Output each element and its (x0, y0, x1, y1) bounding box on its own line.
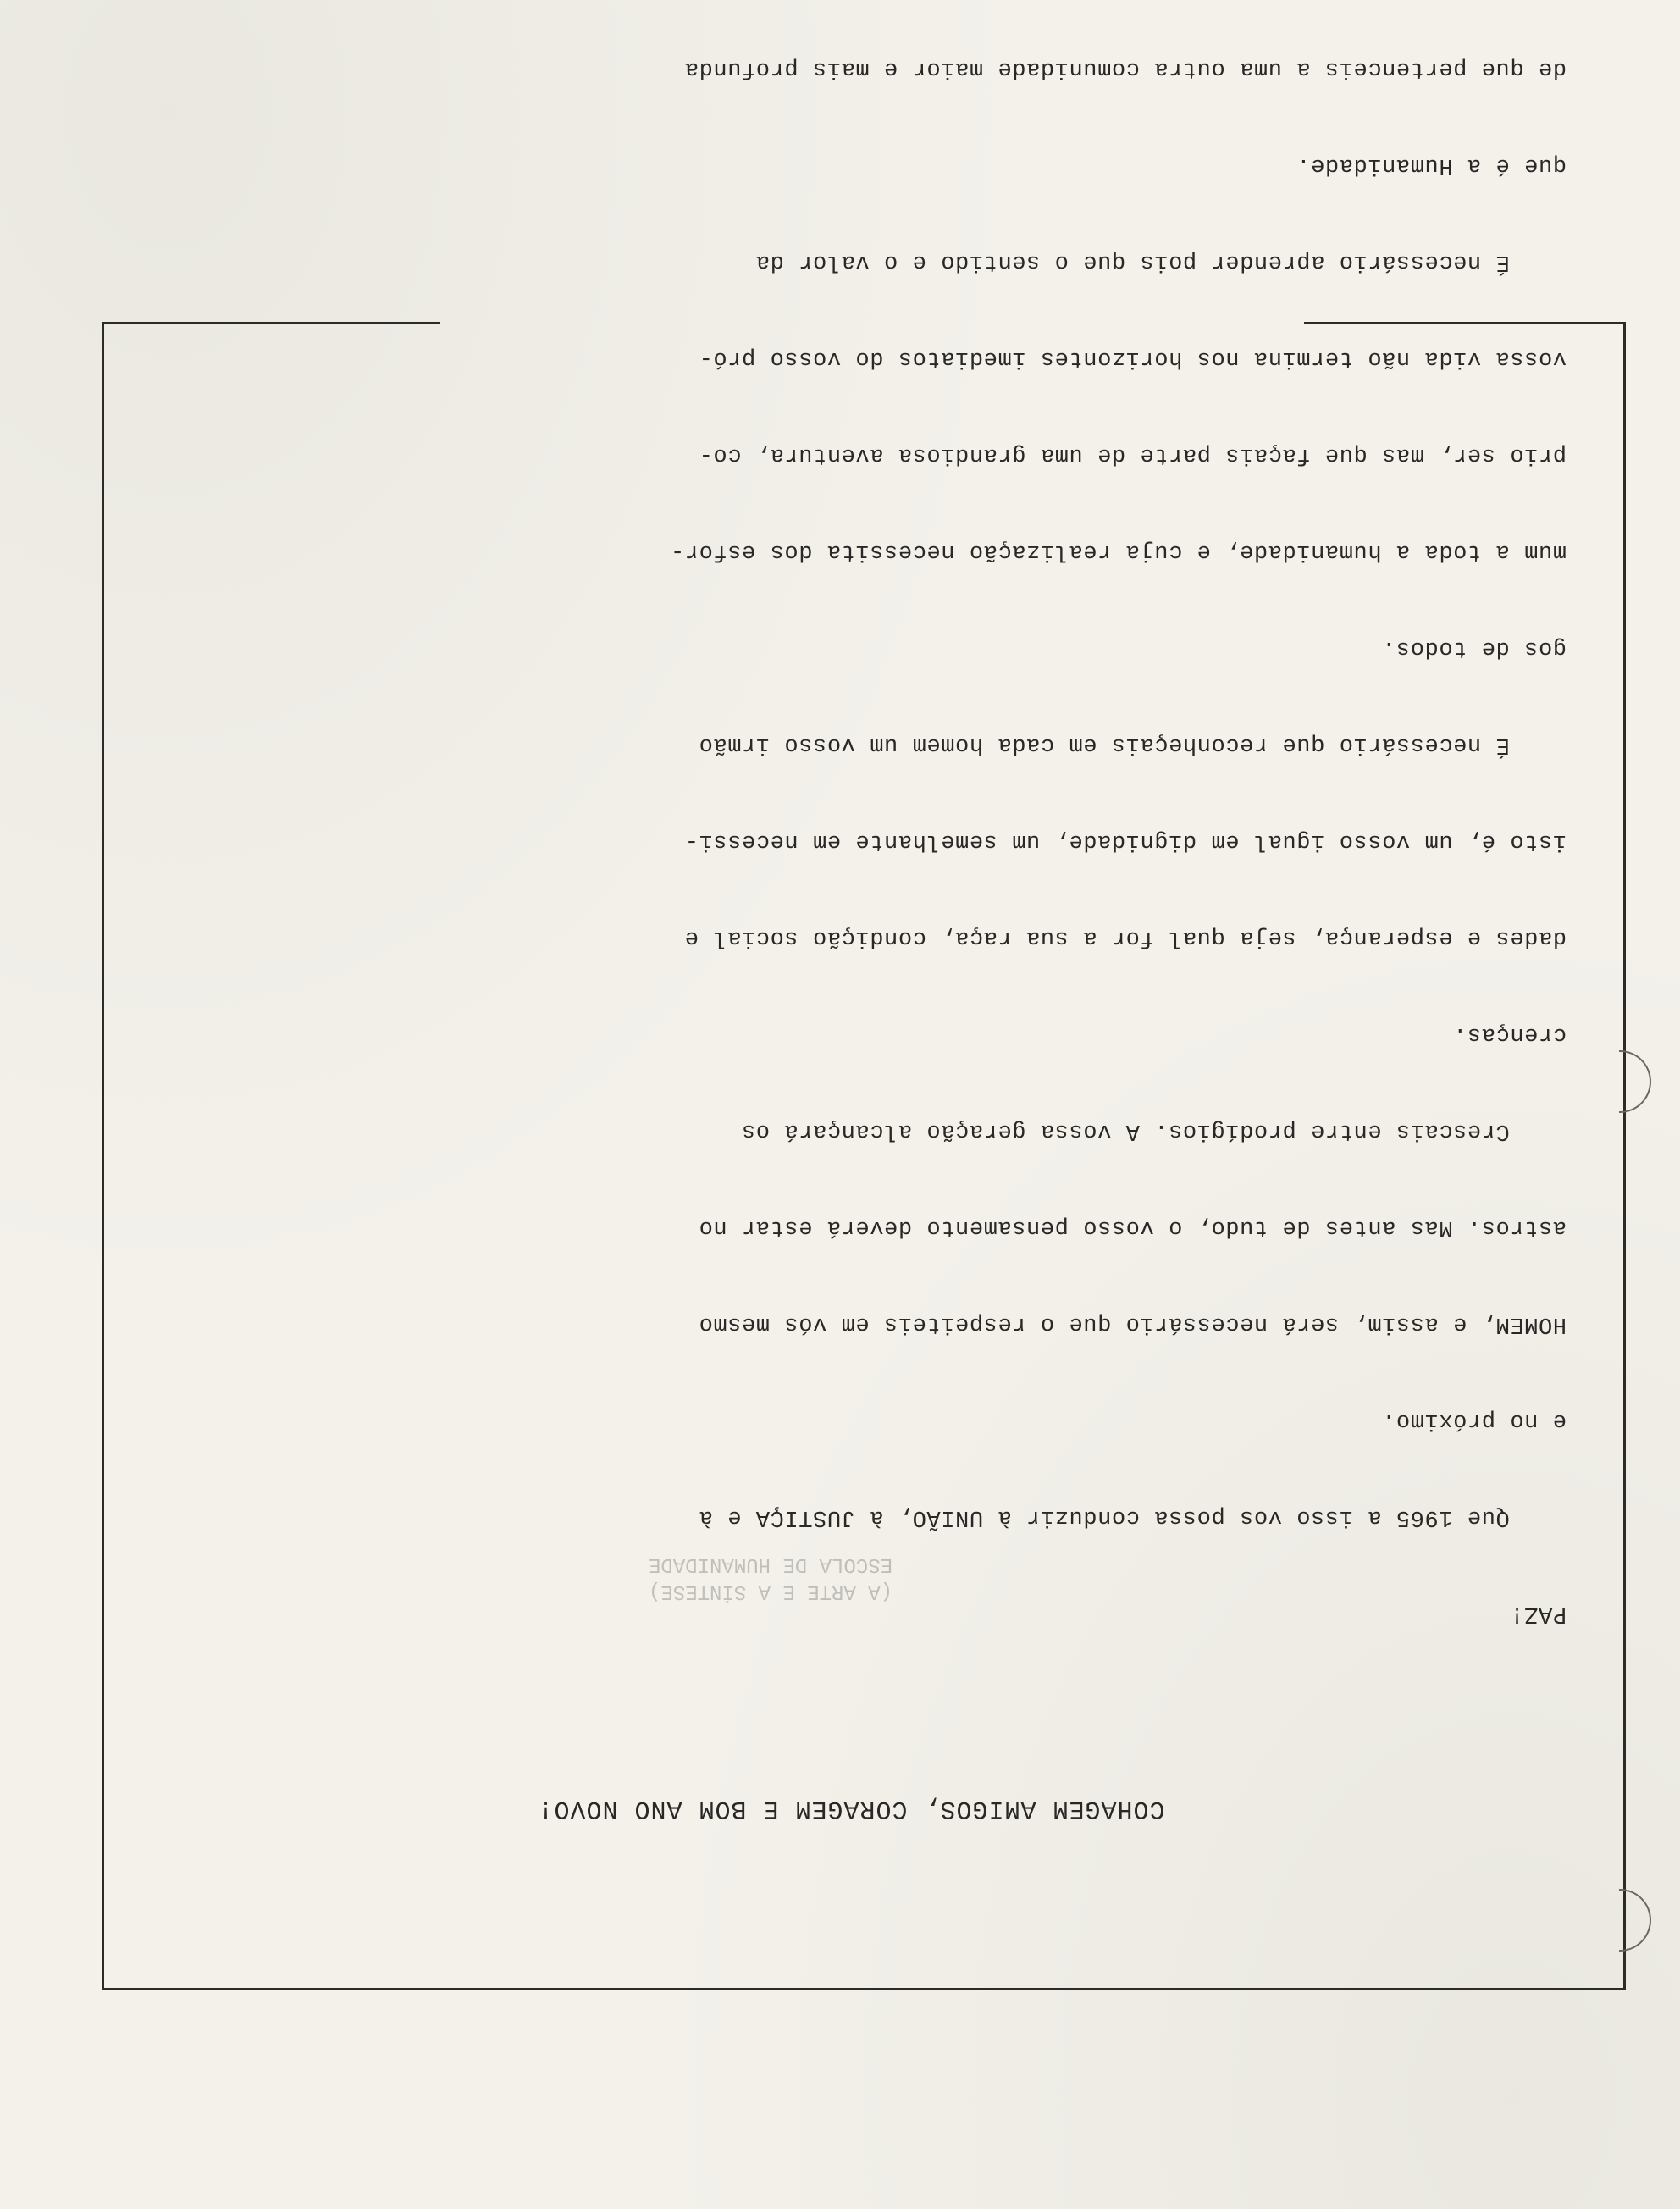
text-line: dades e esperança, seja qual for a sua raça, condição social e (684, 925, 1567, 950)
text-line: HOMEM, e assim, será necessário que o respeiteis em vós mesmo (699, 1311, 1567, 1337)
typed-letter-frame (102, 56, 1626, 1990)
text-line: isto é, um vosso igual em dignidade, um semelhante em necessi- (684, 828, 1567, 854)
frame-border-top (102, 1988, 1626, 1990)
text-line: Que 1965 a isso vos possa conduzir à UNIÃO, à JUSTIÇA e à (699, 1504, 1567, 1530)
letter-body (135, 0, 1567, 1897)
text-line: PAZ! (1509, 1601, 1567, 1626)
text-line: É necessário aprender pois que o sentido e o valor da (755, 249, 1567, 274)
text-line: gos de todos. (1381, 635, 1567, 661)
text-line: de que pertenceis a uma outra comunidade maior e mais profunda (684, 56, 1567, 81)
faint-letterhead-line-1: (A ARTE E A SÍNTESE) (648, 1580, 893, 1603)
blank-line (135, 1694, 1567, 1726)
text-line: mum a toda a humanidade, e cuja realização necessita dos esfor- (670, 539, 1567, 564)
text-line: crenças. (1452, 1021, 1567, 1047)
letter-title: COHAGEM AMIGOS, CORAGEM E BOM ANO NOVO! (537, 1794, 1165, 1823)
text-line: Crescais entre prodígios. A vossa geração alcançará os (741, 1118, 1567, 1143)
text-line: astros. Mas antes de tudo, o vosso pensamento deverá estar no (699, 1215, 1567, 1240)
text-line: prio ser, mas que façais parte de uma grandiosa aventura, co- (699, 442, 1567, 468)
faint-letterhead-line-2: ESCOLA DE HUMANIDADE (648, 1553, 893, 1575)
text-line: que é a Humanidade. (1296, 152, 1567, 178)
text-line: É necessário que reconheçais em cada homem um vosso irmão (699, 732, 1567, 757)
frame-border-left (1623, 322, 1626, 1990)
text-line: e no próximo. (1381, 1408, 1567, 1433)
frame-border-right (102, 322, 104, 1990)
text-line: vossa vida não termina nos horizontes imediatos do vosso pró- (699, 346, 1567, 371)
